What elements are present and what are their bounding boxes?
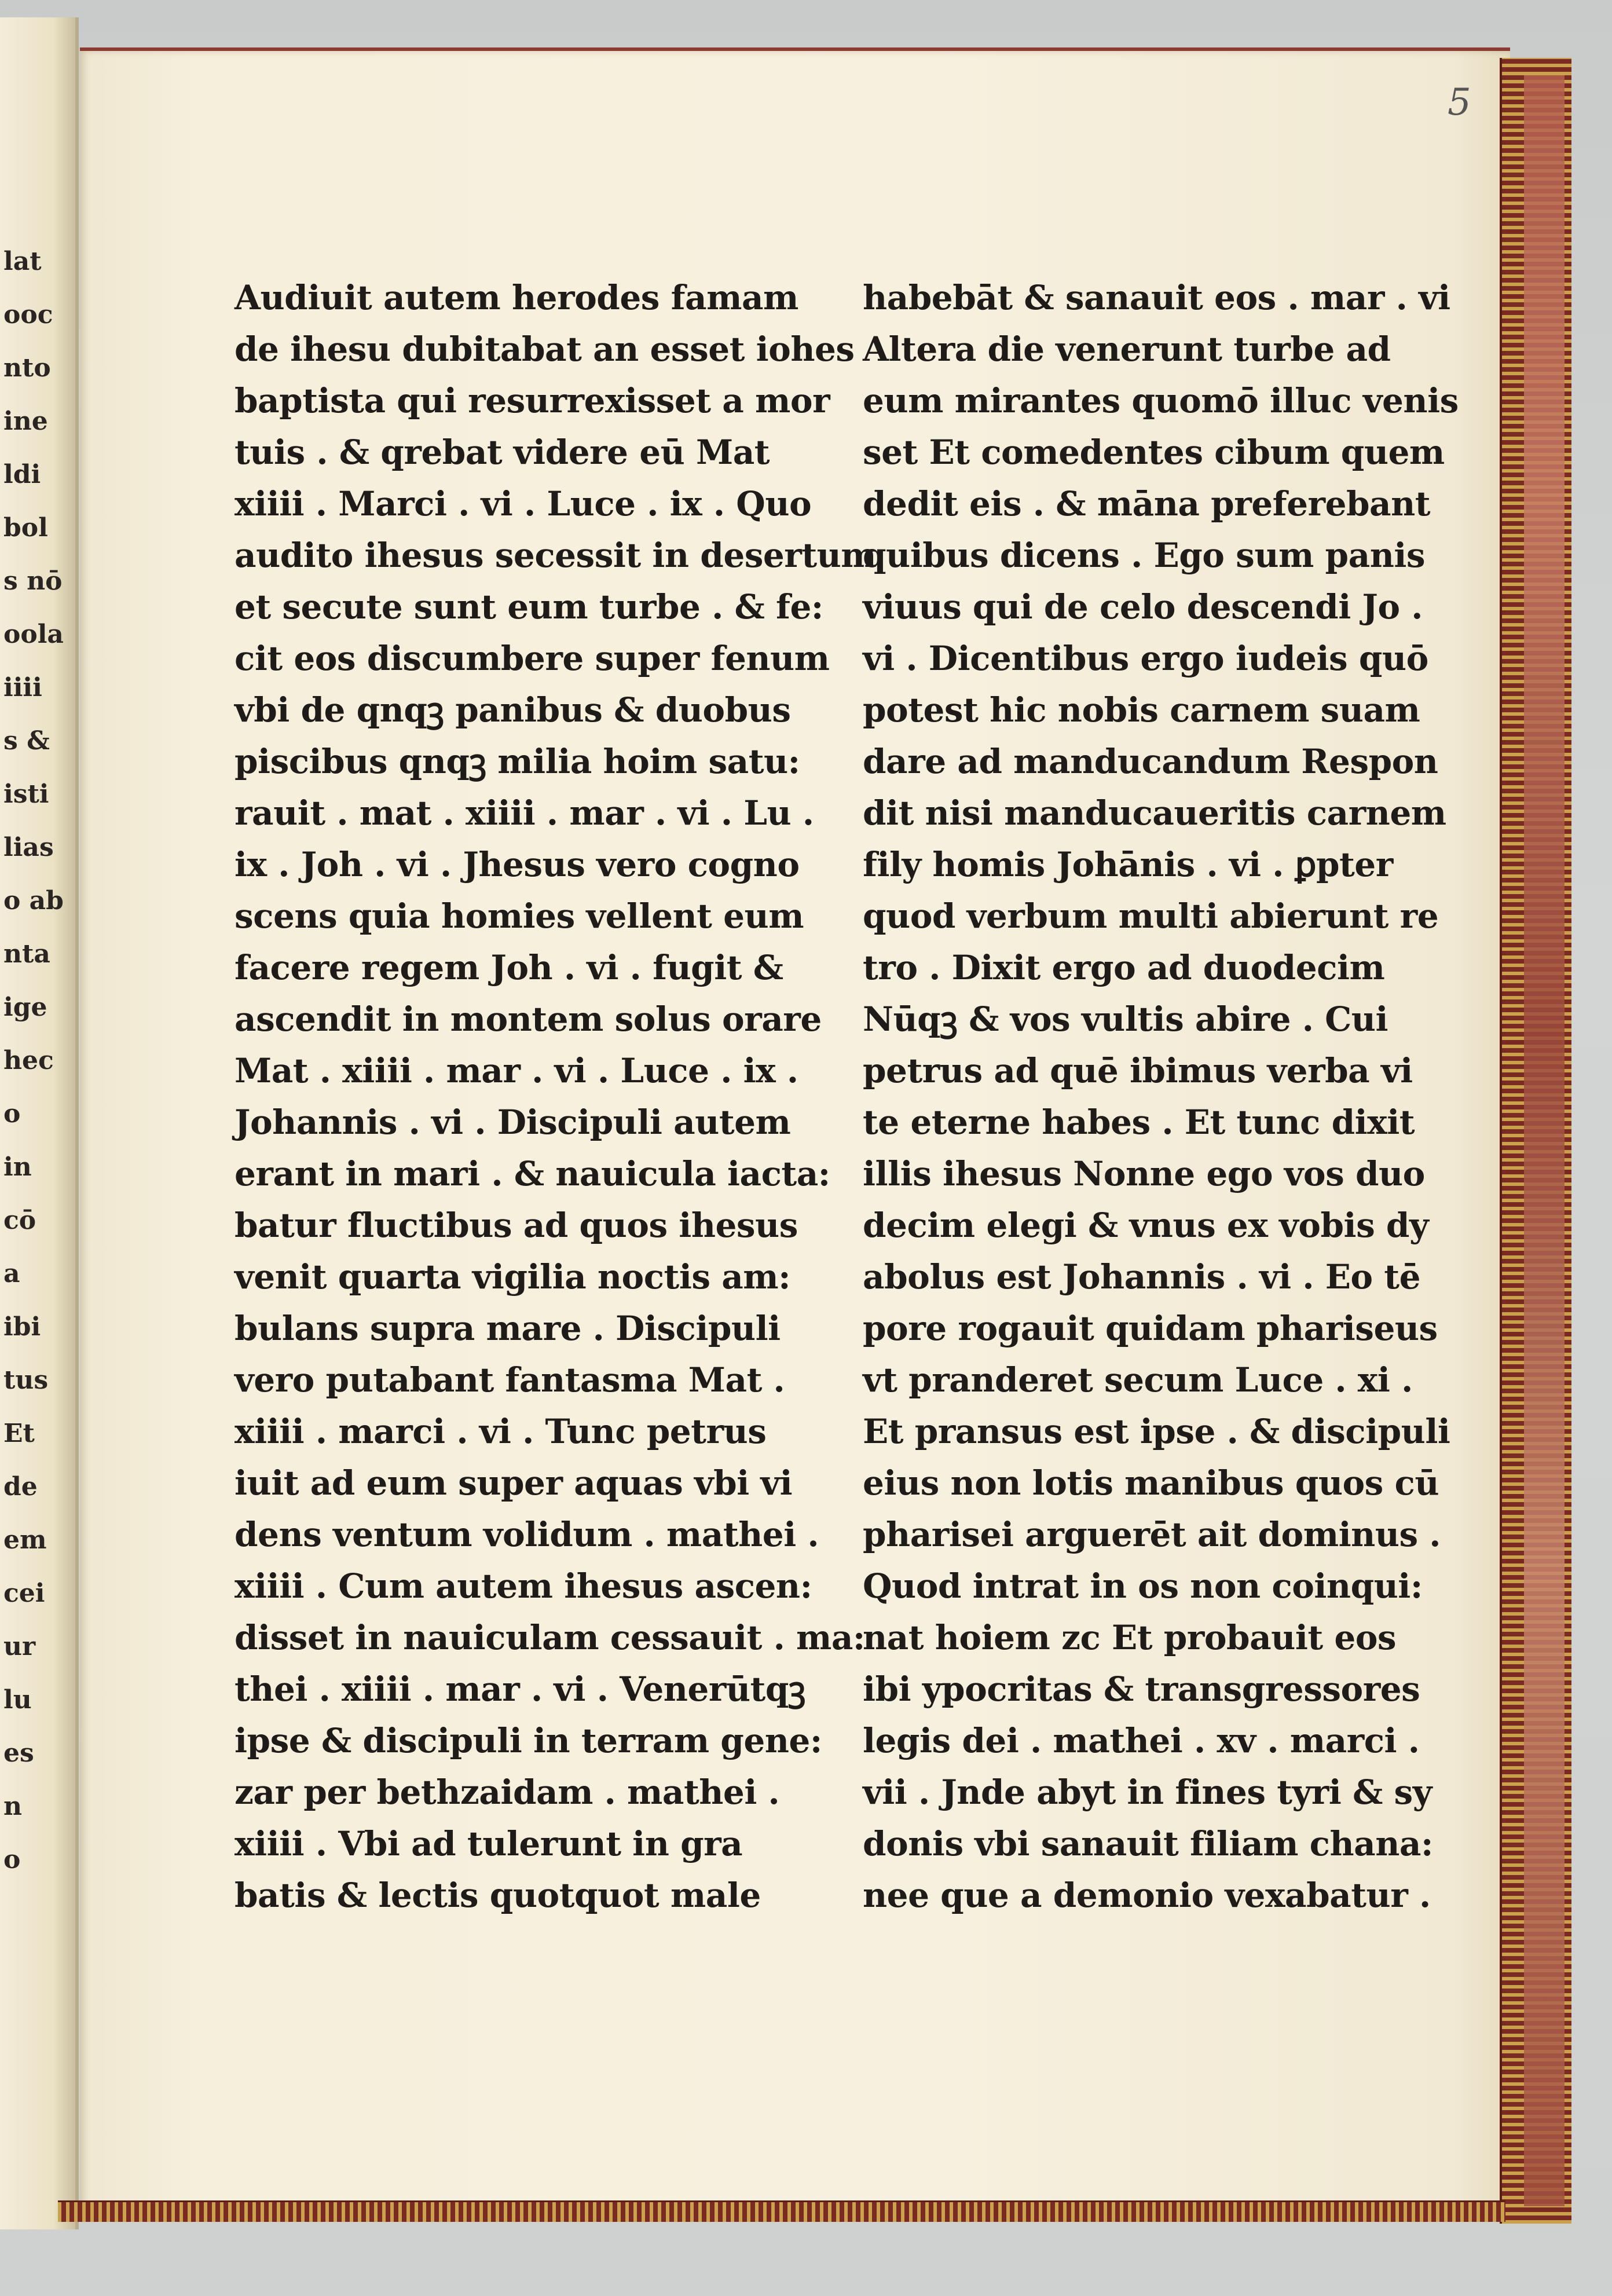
text-line: facere regem Joh . vi . fugit &	[235, 948, 783, 987]
text-line: tro . Dixit ergo ad duodecim	[863, 948, 1385, 987]
text-line: abolus est Johannis . vi . Eo tē	[863, 1257, 1420, 1297]
facing-page-fragment: de	[3, 1472, 38, 1502]
text-line: eum mirantes quomō illuc venis	[863, 381, 1459, 420]
text-line: petrus ad quē ibimus verba vi	[863, 1051, 1413, 1090]
facing-page-fragment: nto	[3, 353, 51, 383]
facing-page-fragment: lat	[3, 247, 42, 276]
text-line: vi . Dicentibus ergo iudeis quō	[863, 639, 1428, 678]
facing-page-fragment: in	[3, 1152, 32, 1182]
gilt-page-edge-right	[1500, 58, 1571, 2224]
text-line: illis ihesus Nonne ego vos duo	[863, 1154, 1425, 1193]
text-line: xiiii . marci . vi . Tunc petrus	[235, 1412, 767, 1451]
text-line: de ihesu dubitabat an esset iohes	[235, 329, 855, 369]
text-line: venit quarta vigilia noctis am:	[235, 1257, 791, 1297]
facing-page-fragment: isti	[3, 779, 49, 809]
text-line: dedit eis . & māna preferebant	[863, 484, 1431, 523]
text-line: donis vbi sanauit filiam chana:	[863, 1824, 1433, 1863]
text-line: quod verbum multi abierunt re	[863, 896, 1439, 936]
facing-page-fragment: oola	[3, 620, 64, 649]
text-line: tuis . & qrebat videre eū Mat	[235, 433, 770, 472]
text-line: baptista qui resurrexisset a mor	[235, 381, 830, 420]
text-line: vii . Jnde abyt in fines tyri & sy	[863, 1773, 1432, 1812]
text-line: ibi ypocritas & transgressores	[863, 1669, 1420, 1709]
text-line: Audiuit autem herodes famam	[235, 278, 798, 317]
text-line: et secute sunt eum turbe . & fe:	[235, 587, 823, 627]
facing-page-fragment: bol	[3, 513, 48, 543]
facing-page-fragment: ooc	[3, 300, 53, 329]
facing-page-fragment: cei	[3, 1579, 45, 1608]
text-column-left	[235, 272, 877, 1921]
text-line: viuus qui de celo descendi Jo .	[863, 587, 1423, 627]
text-line: disset in nauiculam cessauit . ma:	[235, 1618, 865, 1657]
facing-page-fragment: o	[3, 1099, 21, 1129]
text-line: potest hic nobis carnem suam	[863, 690, 1420, 730]
text-line: vbi de qnqꝫ panibus & duobus	[235, 690, 791, 730]
facing-page-fragment: em	[3, 1525, 47, 1555]
text-line: ascendit in montem solus orare	[235, 999, 822, 1039]
text-line: vt pranderet secum Luce . xi .	[863, 1360, 1413, 1400]
text-line: xiiii . Marci . vi . Luce . ix . Quo	[235, 484, 812, 523]
text-line: Altera die venerunt turbe ad	[863, 329, 1391, 369]
text-line: ix . Joh . vi . Jhesus vero cogno	[235, 845, 800, 884]
text-line: piscibus qnqꝫ milia hoim satu:	[235, 742, 800, 781]
facing-page-fragment: nta	[3, 939, 50, 969]
gilt-page-edge-bottom	[58, 2200, 1505, 2222]
text-line: ipse & discipuli in terram gene:	[235, 1721, 822, 1760]
text-line: Et pransus est ipse . & discipuli	[863, 1412, 1450, 1451]
facing-page-fragment: ige	[3, 993, 47, 1022]
facing-page-fragment: o	[3, 1845, 21, 1874]
facing-page-fragment: hec	[3, 1046, 54, 1075]
text-line: rauit . mat . xiiii . mar . vi . Lu .	[235, 793, 814, 833]
text-line: xiiii . Vbi ad tulerunt in gra	[235, 1824, 743, 1863]
text-line: xiiii . Cum autem ihesus ascen:	[235, 1566, 812, 1606]
text-line: zar per bethzaidam . mathei .	[235, 1773, 780, 1812]
text-line: eius non lotis manibus quos cū	[863, 1463, 1439, 1503]
text-line: Quod intrat in os non coinqui:	[863, 1566, 1423, 1606]
text-line: habebāt & sanauit eos . mar . vi	[863, 278, 1450, 317]
facing-page-fragment: s &	[3, 726, 50, 756]
text-line: audito ihesus secessit in desertum	[235, 536, 877, 575]
text-line: thei . xiiii . mar . vi . Venerūtqꝫ	[235, 1669, 806, 1709]
facing-page-fragment: ur	[3, 1632, 36, 1661]
text-line: fily homis Johānis . vi . ꝑpter	[863, 845, 1393, 884]
facing-page-fragment: es	[3, 1738, 34, 1768]
text-line: te eterne habes . Et tunc dixit	[863, 1103, 1415, 1142]
text-line: pore rogauit quidam phariseus	[863, 1309, 1438, 1348]
text-line: dit nisi manducaueritis carnem	[863, 793, 1446, 833]
folio-number: 5	[1448, 81, 1471, 124]
facing-page-fragment: ldi	[3, 460, 41, 489]
facing-page-fragment: ibi	[3, 1312, 41, 1342]
text-line: legis dei . mathei . xv . marci .	[863, 1721, 1420, 1760]
text-line: dare ad manducandum Respon	[863, 742, 1438, 781]
text-line: pharisei arguerēt ait dominus .	[863, 1515, 1441, 1554]
text-line: Nūqꝫ & vos vultis abire . Cui	[863, 999, 1388, 1039]
text-line: set Et comedentes cibum quem	[863, 433, 1445, 472]
facing-page-fragment: lu	[3, 1685, 32, 1715]
text-column-right	[863, 272, 1459, 1921]
text-line: scens quia homies vellent eum	[235, 896, 804, 936]
text-line: decim elegi & vnus ex vobis dy	[863, 1206, 1429, 1245]
facing-page-fragment: ine	[3, 407, 48, 436]
text-line: iuit ad eum super aquas vbi vi	[235, 1463, 793, 1503]
text-line: Mat . xiiii . mar . vi . Luce . ix .	[235, 1051, 798, 1090]
text-line: batur fluctibus ad quos ihesus	[235, 1206, 798, 1245]
text-line: nee que a demonio vexabatur .	[863, 1876, 1431, 1915]
text-line: cit eos discumbere super fenum	[235, 639, 830, 678]
text-line: quibus dicens . Ego sum panis	[863, 536, 1426, 575]
facing-page-fragment: n	[3, 1792, 22, 1821]
facing-page-fragment: lias	[3, 833, 54, 862]
text-line: nat hoiem zc Et probauit eos	[863, 1618, 1397, 1657]
text-line: erant in mari . & nauicula iacta:	[235, 1154, 830, 1193]
text-line: batis & lectis quotquot male	[235, 1876, 761, 1915]
facing-page-fragment: s nō	[3, 566, 63, 596]
facing-page-fragment: Et	[3, 1419, 35, 1448]
text-line: dens ventum volidum . mathei .	[235, 1515, 819, 1554]
facing-page-fragment: a	[3, 1259, 20, 1288]
facing-page-fragment: o ab	[3, 886, 64, 916]
facing-page-edge	[0, 17, 79, 2229]
facing-page-fragment: iiii	[3, 673, 42, 702]
text-line: vero putabant fantasma Mat .	[235, 1360, 785, 1400]
text-line: Johannis . vi . Discipuli autem	[235, 1103, 791, 1142]
text-line: bulans supra mare . Discipuli	[235, 1309, 781, 1348]
facing-page-fragment: cō	[3, 1206, 36, 1235]
facing-page-fragment: tus	[3, 1365, 49, 1395]
